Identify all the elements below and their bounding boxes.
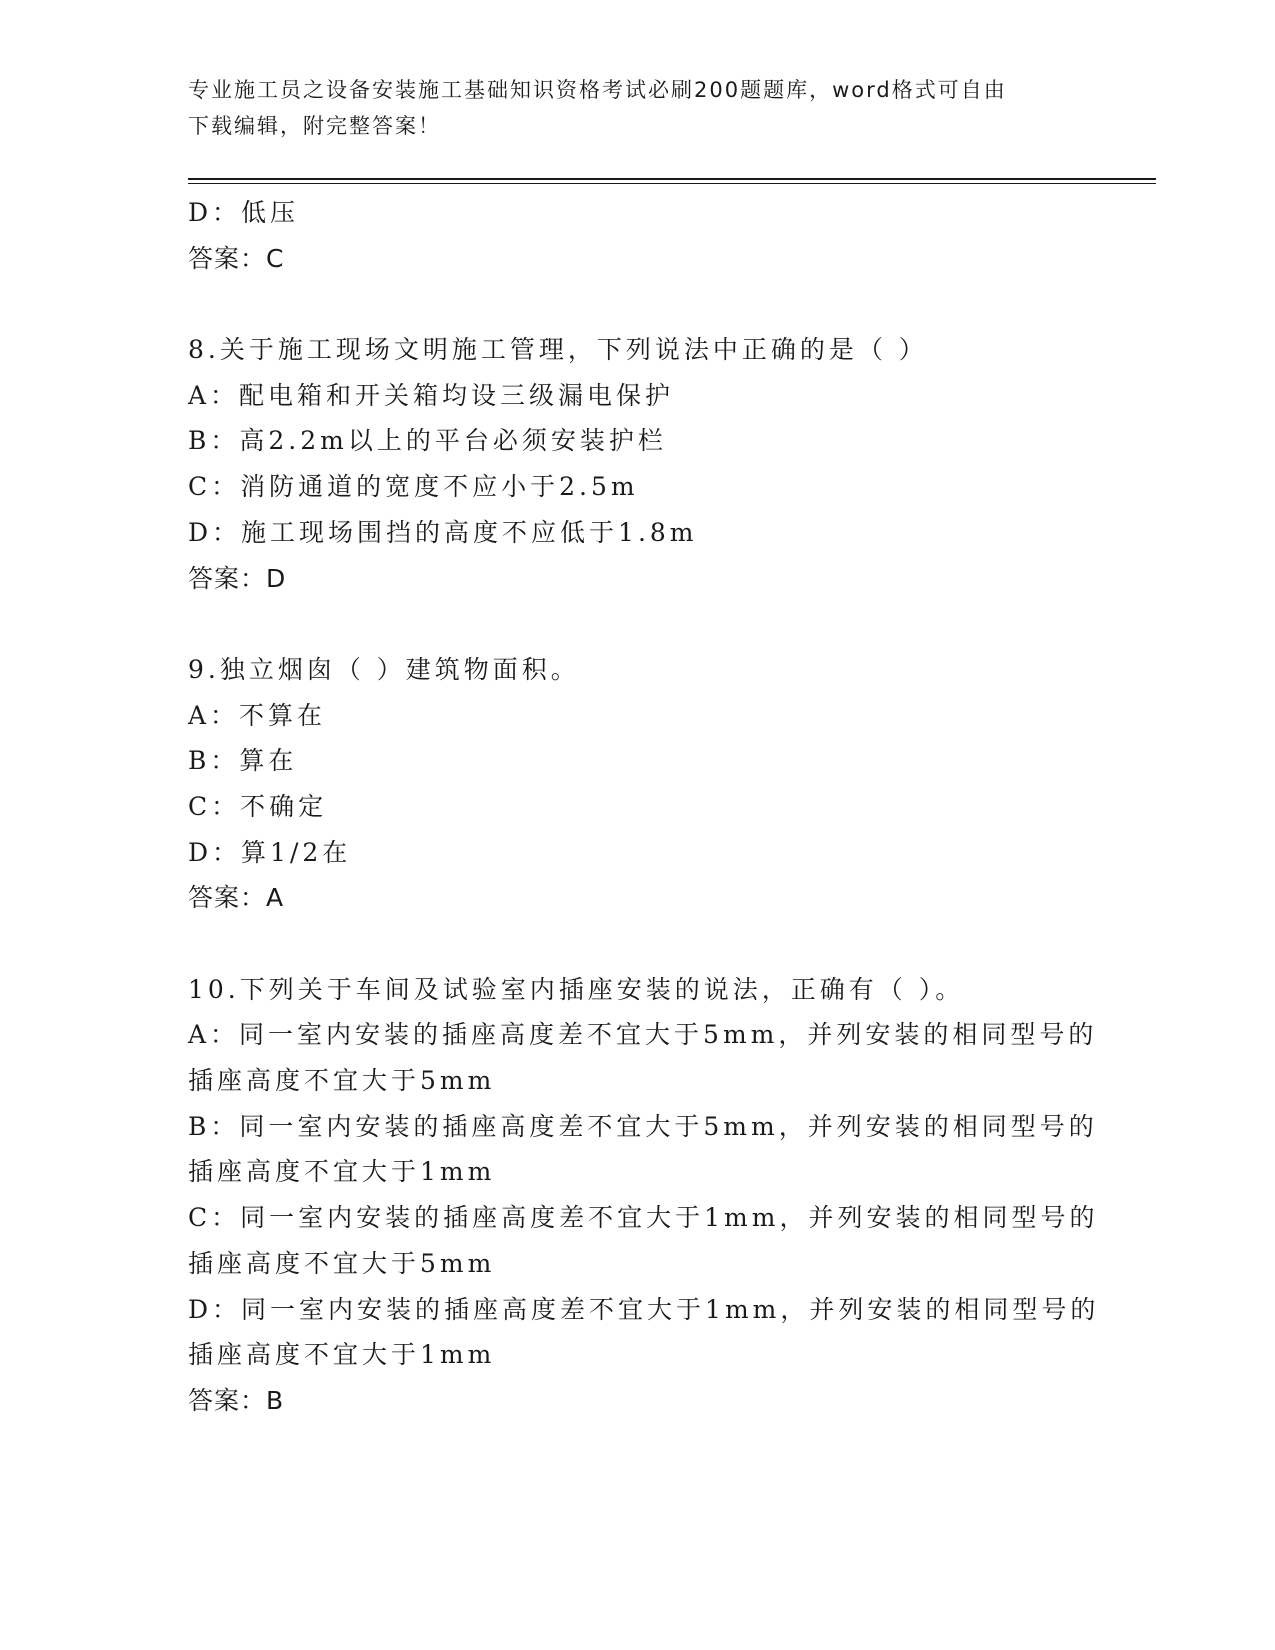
- question-content: [188, 190, 1100, 1424]
- q10-question-text: 10.下列关于车间及试验室内插座安装的说法，正确有（ ）。: [188, 974, 965, 1004]
- q9-option-d: D：算1/2在: [188, 837, 352, 867]
- q8-option-a: A：配电箱和开关箱均设三级漏电保护: [188, 380, 675, 410]
- q8-option-d: D：施工现场围挡的高度不应低于1.8m: [188, 517, 698, 547]
- q10-option-d-line-2: 插座高度不宜大于1mm: [188, 1340, 496, 1370]
- spacer: [188, 921, 1088, 967]
- header-divider-thin: [188, 183, 1156, 184]
- spacer: [188, 601, 1088, 647]
- question-10: [188, 967, 1100, 1424]
- q10-option-b-line-1: B：同一室内安装的插座高度差不宜大于5mm，并列安装的相同型号的: [188, 1111, 1098, 1141]
- q10-answer: 答案：B: [188, 1385, 285, 1415]
- q9-option-b: B：算在: [188, 746, 298, 776]
- q9-question-text: 9.独立烟囱（ ）建筑物面积。: [188, 654, 580, 684]
- q7-option-d: D：低压: [188, 198, 300, 227]
- q8-answer: 答案：D: [188, 563, 287, 593]
- q9-option-c: C：不确定: [188, 791, 328, 821]
- q10-option-c-line-1: C：同一室内安装的插座高度差不宜大于1mm，并列安装的相同型号的: [188, 1203, 1099, 1233]
- header-title-line-1: 专业施工员之设备安装施工基础知识资格考试必刷200题题库，word格式可自由: [188, 78, 1007, 102]
- question-9: [188, 647, 1088, 921]
- question-8: [188, 327, 1088, 601]
- q10-option-a-line-1: A：同一室内安装的插座高度差不宜大于5mm，并列安装的相同型号的: [188, 1020, 1098, 1050]
- header-title-line-2: 下载编辑，附完整答案！: [188, 114, 441, 138]
- question-7-tail: [188, 190, 1088, 281]
- q10-option-d-line-1: D：同一室内安装的插座高度差不宜大于1mm，并列安装的相同型号的: [188, 1294, 1100, 1324]
- q10-option-a-line-2: 插座高度不宜大于5mm: [188, 1066, 496, 1096]
- q9-answer: 答案：A: [188, 883, 285, 913]
- header-divider-thick: [188, 178, 1156, 180]
- document-header: [188, 72, 1068, 144]
- q8-option-b: B：高2.2m以上的平台必须安装护栏: [188, 426, 667, 456]
- q8-option-c: C：消防通道的宽度不应小于2.5m: [188, 472, 639, 502]
- q8-question-text: 8.关于施工现场文明施工管理，下列说法中正确的是（ ）: [188, 335, 928, 365]
- q7-answer: 答案：C: [188, 243, 285, 273]
- q9-option-a: A：不算在: [188, 700, 327, 730]
- q10-option-c-line-2: 插座高度不宜大于5mm: [188, 1248, 496, 1278]
- spacer: [188, 281, 1088, 327]
- q10-option-b-line-2: 插座高度不宜大于1mm: [188, 1157, 496, 1187]
